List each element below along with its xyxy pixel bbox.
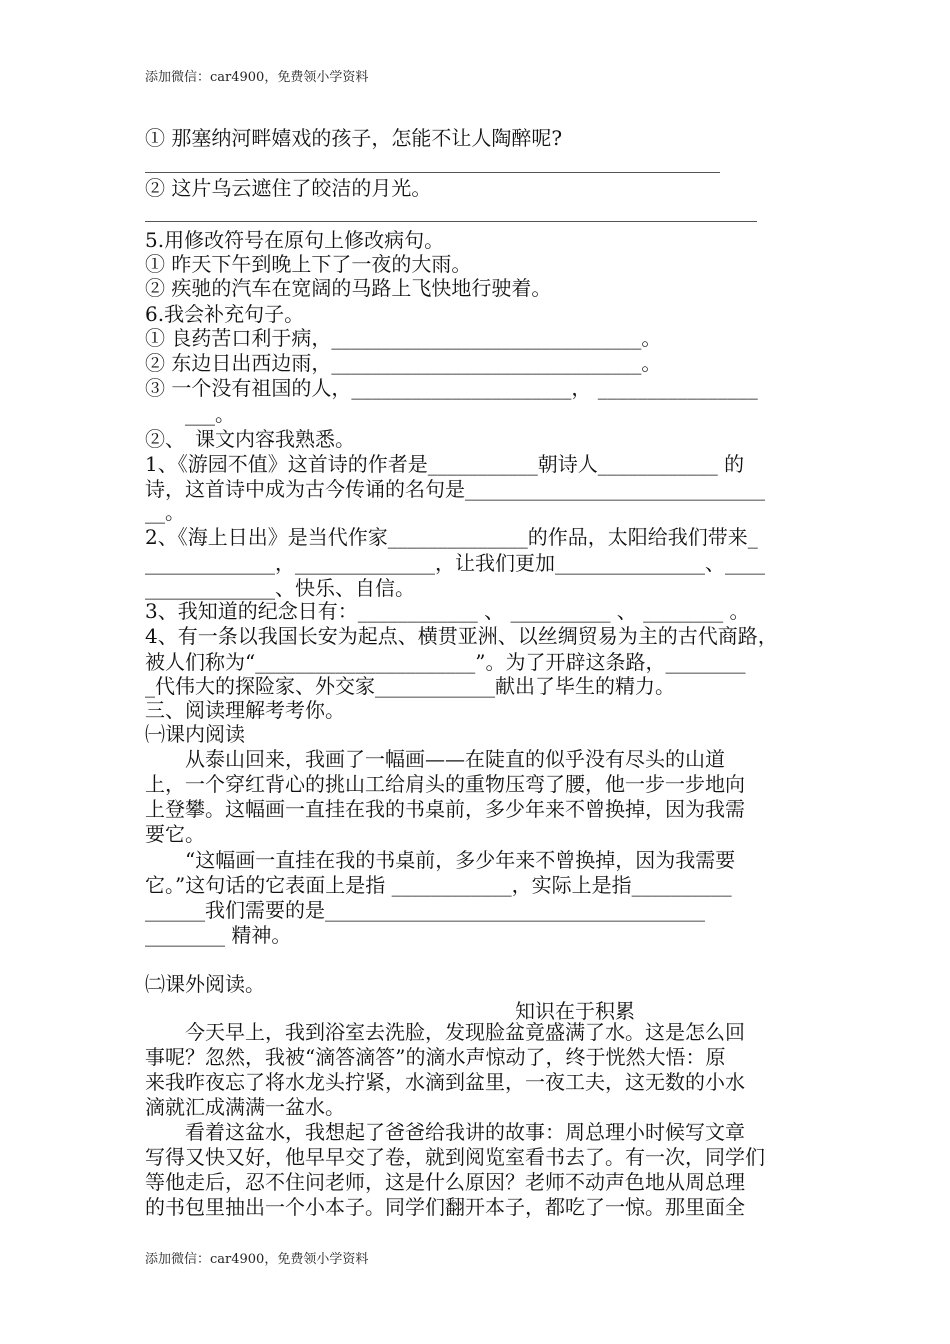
paragraph-line: 的书包里抽出一个小本子。同学们翻开本子，都吃了一惊。那里面全 xyxy=(145,1195,745,1219)
text-line: _代伟大的探险家、外交家____________献出了毕生的精力。 xyxy=(145,674,675,698)
paragraph-line: 上，一个穿红背心的挑山工给肩头的重物压弯了腰，他一步一步地向 xyxy=(145,772,745,796)
text-line: ① 昨天下午到晚上下了一夜的大雨。 xyxy=(145,252,472,276)
text-line: _____________，______________，让我们更加_______________、____ xyxy=(145,551,765,575)
paragraph-line: 上登攀。这幅画一直挂在我的书桌前，多少年来不曾换掉，因为我需 xyxy=(145,797,745,821)
text-line: ___。 xyxy=(145,402,235,426)
paragraph-line: 看着这盆水，我想起了爸爸给我讲的故事：周总理小时候写文章 xyxy=(145,1120,745,1144)
text-line: ③ 一个没有祖国的人，______________________， ________________ xyxy=(145,376,758,400)
text-line: 2、《海上日出》是当代作家______________的作品，太阳给我们带来_ xyxy=(145,525,758,549)
text-line: _____________、快乐、自信。 xyxy=(145,576,415,600)
paragraph-line: 从泰山回来，我画了一幅画——在陡直的似乎没有尽头的山道 xyxy=(145,747,725,771)
section-heading: 三、阅读理解考考你。 xyxy=(145,698,345,722)
text-line: ① 那塞纳河畔嬉戏的孩子，怎能不让人陶醉呢? xyxy=(145,126,563,150)
text-line: ② 疾驰的汽车在宽阔的马路上飞快地行驶着。 xyxy=(145,276,552,300)
story-title: 知识在于积累 xyxy=(515,999,635,1023)
page-header: 添加微信：car4900，免费领小学资料 xyxy=(145,70,369,85)
paragraph-line: 写得又快又好，他早早交了卷，就到阅览室看书去了。有一次，同学们 xyxy=(145,1145,765,1169)
paragraph-line: 等他走后，忍不住问老师，这是什么原因？老师不动声色地从周总理 xyxy=(145,1170,745,1194)
paragraph-line: 来我昨夜忘了将水龙头拧紧，水滴到盆里，一夜工夫，这无数的小水 xyxy=(145,1070,745,1094)
text-line: 被人们称为“______________________”。为了开辟这条路，________ xyxy=(145,650,746,674)
paragraph-line: 今天早上，我到浴室去洗脸，发现脸盆竟盛满了水。这是怎么回 xyxy=(145,1020,745,1044)
section-heading: ②、 课文内容我熟悉。 xyxy=(145,427,355,451)
text-line: 4、有一条以我国长安为起点、横贯亚洲、以丝绸贸易为主的古代商路， xyxy=(145,624,778,648)
text-line: 6.我会补充句子。 xyxy=(145,302,305,326)
answer-line xyxy=(145,172,720,173)
text-line: 3、我知道的纪念日有：____________ 、 __________ 、 ________ 。 xyxy=(145,599,750,623)
paragraph-line: 事呢？忽然，我被“滴答滴答”的滴水声惊动了，终于恍然大悟：原 xyxy=(145,1045,726,1069)
paragraph-line: 滴就汇成满满一盆水。 xyxy=(145,1095,345,1119)
answer-line xyxy=(145,221,757,222)
paragraph-line: ______我们需要的是______________________________________ xyxy=(145,898,705,922)
text-line: 诗，这首诗中成为古今传诵的名句是______________________________ xyxy=(145,477,765,501)
page-footer: 添加微信：car4900，免费领小学资料 xyxy=(145,1252,369,1267)
text-line: __。 xyxy=(145,500,185,524)
paragraph-line: “这幅画一直挂在我的书桌前，多少年来不曾换掉，因为我需要 xyxy=(145,848,736,872)
paragraph-line: ________ 精神。 xyxy=(145,923,292,947)
text-line: 5.用修改符号在原句上修改病句。 xyxy=(145,228,445,252)
subsection-heading: ㈡课外阅读。 xyxy=(145,972,265,996)
subsection-heading: ㈠课内阅读 xyxy=(145,722,245,746)
text-line: ② 东边日出西边雨，_______________________________。 xyxy=(145,351,662,375)
paragraph-line: 要它。 xyxy=(145,822,205,846)
text-line: ① 良药苦口利于病，_______________________________。 xyxy=(145,326,662,350)
paragraph-line: 它。”这句话的它表面上是指 ____________，实际上是指__________ xyxy=(145,873,732,897)
text-line: 1、《游园不值》这首诗的作者是___________朝诗人____________ 的 xyxy=(145,452,745,476)
text-line: ② 这片乌云遮住了皎洁的月光。 xyxy=(145,176,432,200)
